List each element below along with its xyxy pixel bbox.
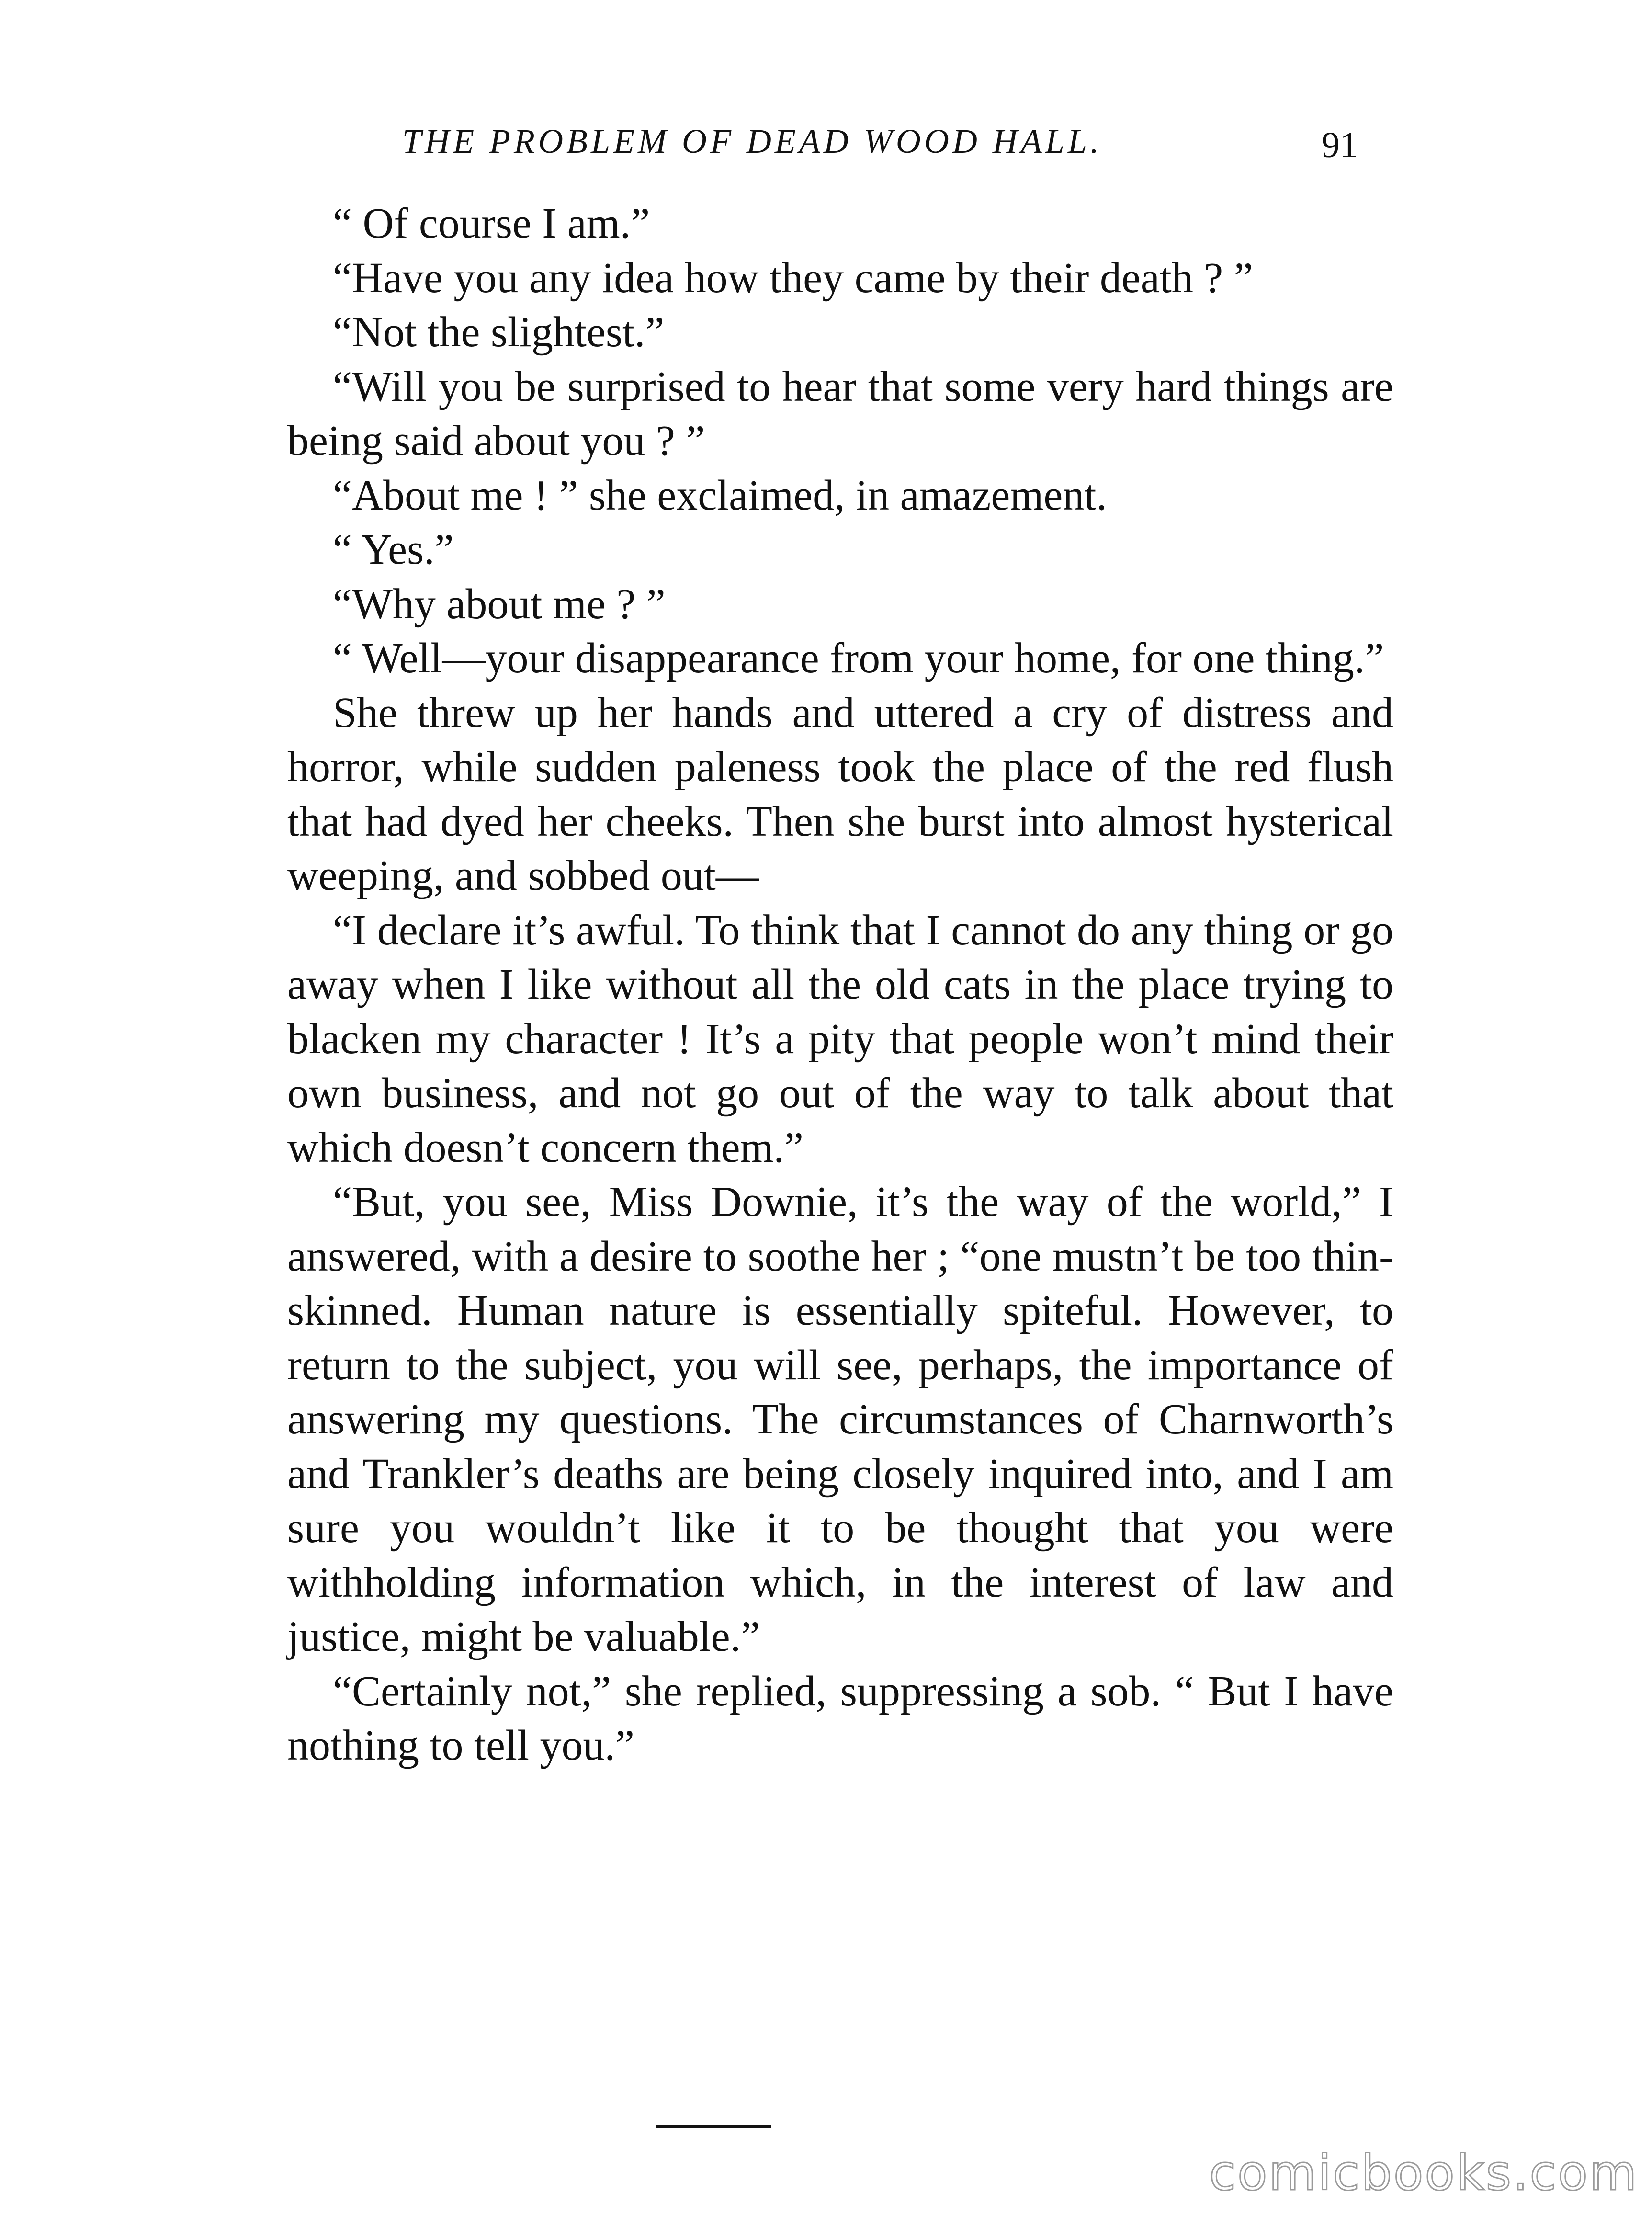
paragraph: “ Yes.”	[333, 526, 454, 573]
page-number: 91	[1322, 125, 1358, 165]
paragraph: “ Well—your disappearance from your home, for one thing.”	[333, 635, 1384, 682]
paragraph: “I declare it’s awful. To think that I cannot do any thing or go away when I like without all the old cats in the place trying to blacken my character ! It’s a pity that people won’t mind their own business, and not go out of the way to talk about that which doesn’t concern them.”	[287, 906, 1393, 1171]
watermark: comicbooks.com	[1209, 2145, 1639, 2202]
paragraph: “Not the slightest.”	[333, 308, 665, 356]
paragraph: “But, you see, Miss Downie, it’s the way of the world,” I answered, with a desire to soothe her ; “one mustn’t be too thin-skinned. Human nature is essentially spiteful. However, to return to the subject, you will see, perhaps, the importance of answering my questions. The circumstances of Charnworth’s and Trankler’s deaths are being closely inquired into, and I am sure you wouldn’t like it to be thought that you were withholding information which, in the interest of law and justice, might be valuable.”	[287, 1178, 1393, 1660]
paragraph: “Will you be surprised to hear that some very hard things are being said about you ? ”	[287, 363, 1393, 465]
paragraph: She threw up her hands and uttered a cry of distress and horror, while sudden paleness took the place of the red flush that had dyed her cheeks. Then she burst into almost hysterical weeping, and sobbed out—	[287, 689, 1393, 899]
body-text	[287, 196, 1393, 1773]
running-title: THE PROBLEM OF DEAD WOOD HALL.	[402, 122, 1102, 160]
paragraph: “Why about me ? ”	[333, 580, 666, 628]
paragraph: “Have you any idea how they came by their death ? ”	[333, 254, 1253, 302]
paragraph: “Certainly not,” she replied, suppressing a sob. “ But I have nothing to tell you.”	[287, 1667, 1393, 1769]
paragraph: “ Of course I am.”	[333, 200, 650, 247]
end-rule	[656, 2125, 771, 2128]
paragraph: “About me ! ” she exclaimed, in amazement.	[333, 471, 1107, 519]
